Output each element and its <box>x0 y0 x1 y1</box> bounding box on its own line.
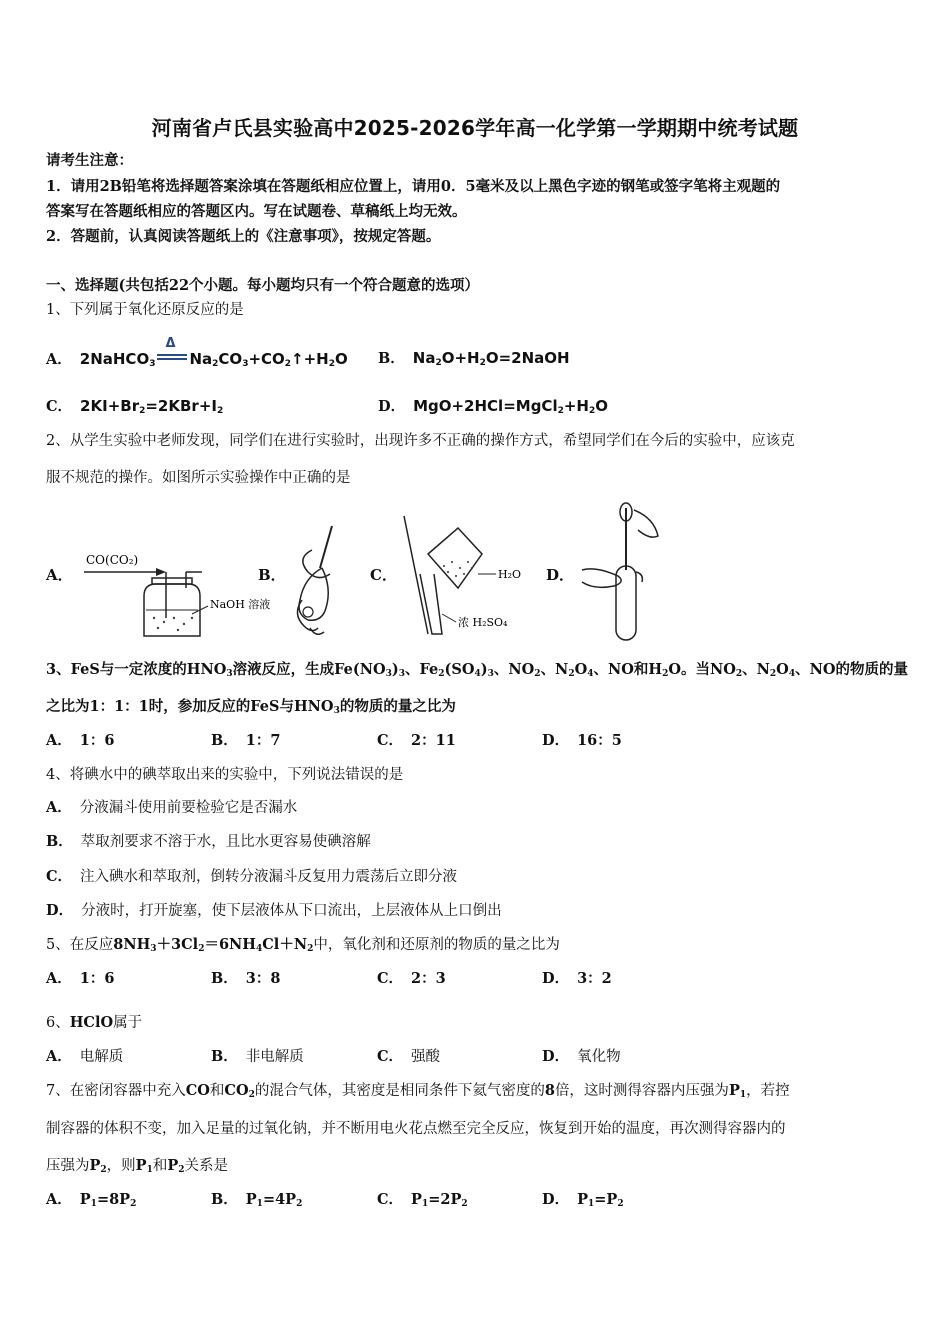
question-6-stem <box>46 1013 906 1033</box>
option-label: C． <box>46 398 73 415</box>
question-1-option-b[interactable]: B． $Na_2O+H_2O=2NaOH$ <box>378 349 570 368</box>
option-label: A． <box>46 1048 72 1065</box>
question-7-stem-end: 压强为$P_2$，则$P_1$和$P_2$关系是 <box>46 1157 229 1175</box>
question-6-option-c[interactable] <box>377 1047 440 1067</box>
question-5-option-d[interactable] <box>542 969 612 989</box>
option-label: A． <box>46 799 72 816</box>
solution-label: NaOH 溶液 <box>210 598 271 611</box>
question-3-option-d[interactable] <box>542 731 622 751</box>
option-label: B． <box>211 1191 238 1208</box>
option-text: 1：7 <box>245 732 281 749</box>
acid-label: 浓 H₂SO₄ <box>458 616 508 629</box>
delta-symbol: Δ <box>165 336 176 351</box>
notice-item-2: 2．答题前，认真阅读答题纸上的《注意事项》，按规定答题。 <box>46 228 441 245</box>
option-label[interactable]: A． <box>46 566 73 584</box>
question-1-option-a[interactable]: A． 2NaHCO$_3$ Δ $Na_2CO_3+CO_2↑+H_2O$ <box>46 336 348 369</box>
question-6-option-d[interactable] <box>542 1047 621 1067</box>
question-3-option-a[interactable] <box>46 731 114 751</box>
option-text: 注入碘水和萃取剂，倒转分液漏斗反复用力震荡后立即分液 <box>80 869 458 885</box>
question-4-option-b[interactable] <box>46 832 371 852</box>
question-number: 6、 <box>46 1015 70 1031</box>
question-1-stem: 1、下列属于氧化还原反应的是 <box>46 302 244 318</box>
question-3-stem-cont: 之比为1：1：1时，参加反应的FeS与$HNO_3$的物质的量之比为 <box>46 698 456 716</box>
question-1-option-d[interactable]: D． $MgO+2HCl=MgCl_2+H_2O$ <box>378 397 609 416</box>
question-4-option-d[interactable] <box>46 901 502 921</box>
question-5-option-c[interactable] <box>377 969 446 989</box>
notice-heading: 请考生注意： <box>46 152 133 169</box>
option-text: 电解质 <box>79 1049 124 1065</box>
option-text: 2：3 <box>411 970 446 987</box>
option-text: 16：5 <box>577 732 622 749</box>
option-label[interactable]: C． <box>370 566 397 584</box>
water-label: H₂O <box>498 568 522 581</box>
option-label: B． <box>211 970 238 987</box>
question-6-option-a[interactable] <box>46 1047 123 1067</box>
gas-washing-bottle-figure <box>74 548 271 643</box>
option-label: B． <box>211 732 238 749</box>
option-text: 萃取剂要求不溶于水，且比水更容易使碘溶解 <box>80 834 371 850</box>
question-4-option-c[interactable] <box>46 867 457 887</box>
option-label: C． <box>377 1191 404 1208</box>
option-label: A． <box>46 970 72 987</box>
question-6-option-b[interactable] <box>211 1047 304 1067</box>
question-3-stem: 3、FeS与一定浓度的$HNO_3$溶液反应，生成$Fe(NO_3)_3$、$Fe_2(SO_4)_3$、$NO_2$、$N_2O_4$、NO和$H_2O$。当$NO_2$、$N_2O_4$、NO的物质的量 <box>46 661 908 679</box>
option-text: 1：6 <box>79 970 115 987</box>
option-label: C． <box>377 970 404 987</box>
page-title: 河南省卢氏县实验高中2025-2026学年高一化学第一学期期中统考试题 <box>151 116 799 140</box>
option-label: D． <box>542 970 570 987</box>
question-text: 属于 <box>113 1015 143 1031</box>
gas-label: CO(CO₂) <box>86 553 139 567</box>
formula: HClO <box>69 1014 114 1031</box>
question-5-option-a[interactable] <box>46 969 114 989</box>
equation-part: Na <box>189 350 213 368</box>
option-label: D． <box>378 398 406 415</box>
option-text: 3：8 <box>245 970 281 987</box>
option-label: B． <box>211 1048 238 1065</box>
option-label[interactable]: B． <box>258 566 286 584</box>
notice-item-1: 1．请用2B铅笔将选择题答案涂填在答题纸相应位置上，请用0．5毫米及以上黑色字迹的钢笔或签字笔将主观题的 <box>46 178 781 195</box>
option-label: A． <box>46 351 72 368</box>
question-3-option-b[interactable] <box>211 731 280 751</box>
question-4-stem: 4、将碘水中的碘萃取出来的实验中，下列说法错误的是 <box>46 767 404 783</box>
question-3-option-c[interactable] <box>377 731 456 751</box>
option-text: 强酸 <box>411 1049 441 1065</box>
question-7-stem-cont: 制容器的体积不变，加入足量的过氧化钠，并不断用电火花点燃至完全反应，恢复到开始的温度，再次测得容器内的 <box>46 1121 786 1137</box>
question-7-option-d[interactable]: D． $P_1=P_2$ <box>542 1191 624 1209</box>
question-7-stem: 7、在密闭容器中充入CO和$CO_2$的混合气体，其密度是相同条件下氦气密度的8倍，这时测得容器内压强为$P_1$，若控 <box>46 1082 790 1100</box>
option-label[interactable]: D． <box>546 566 575 584</box>
section-heading: 一、选择题(共包括22个小题。每小题均只有一个符合题意的选项） <box>46 277 480 294</box>
option-label: A． <box>46 1191 72 1208</box>
dropper-figure <box>576 500 686 644</box>
option-label: D． <box>46 902 74 919</box>
option-text: 氧化物 <box>577 1049 621 1065</box>
option-text: 分液漏斗使用前要检验它是否漏水 <box>79 800 298 816</box>
option-label: D． <box>542 732 570 749</box>
dilution-figure <box>398 514 538 644</box>
option-label: D． <box>542 1191 570 1208</box>
question-2-stem: 2、从学生实验中老师发现，同学们在进行实验时，出现许多不正确的操作方式，希望同学们在今后的实验中，应该克 <box>46 433 795 449</box>
question-4-option-a[interactable] <box>46 798 297 818</box>
option-label: A． <box>46 732 72 749</box>
option-text: 1：6 <box>79 732 115 749</box>
option-label: C． <box>46 868 73 885</box>
equation-part: 2NaHCO <box>79 350 150 368</box>
option-label: B． <box>46 833 73 850</box>
option-text: 分液时，打开旋塞，使下层液体从下口流出，上层液体从上口倒出 <box>81 903 502 919</box>
heat-arrow <box>155 336 189 366</box>
option-label: C． <box>377 732 404 749</box>
question-7-option-a[interactable]: A． $P_1=8P_2$ <box>46 1191 137 1209</box>
question-7-option-b[interactable]: B． $P_1=4P_2$ <box>211 1191 303 1209</box>
question-2-figures <box>46 498 686 648</box>
option-label: D． <box>542 1048 570 1065</box>
option-text: 3：2 <box>577 970 612 987</box>
question-1-option-c[interactable]: C． $2KI+Br_2=2KBr+I_2$ <box>46 397 224 416</box>
notice-item-1-cont: 答案写在答题纸相应的答题区内。写在试题卷、草稿纸上均无效。 <box>46 203 467 220</box>
option-text: 2：11 <box>411 732 456 749</box>
tube-shaking-figure <box>282 520 372 642</box>
option-text: 非电解质 <box>245 1049 304 1065</box>
option-label: C． <box>377 1048 404 1065</box>
question-7-option-c[interactable]: C． $P_1=2P_2$ <box>377 1191 468 1209</box>
option-label: B． <box>378 350 405 367</box>
question-2-stem-cont: 服不规范的操作。如图所示实验操作中正确的是 <box>46 470 351 486</box>
question-5-stem: 5、在反应$8NH_3+3Cl_2=6NH_4Cl+N_2$中，氧化剂和还原剂的物质的量之比为 <box>46 936 560 954</box>
question-5-option-b[interactable] <box>211 969 280 989</box>
